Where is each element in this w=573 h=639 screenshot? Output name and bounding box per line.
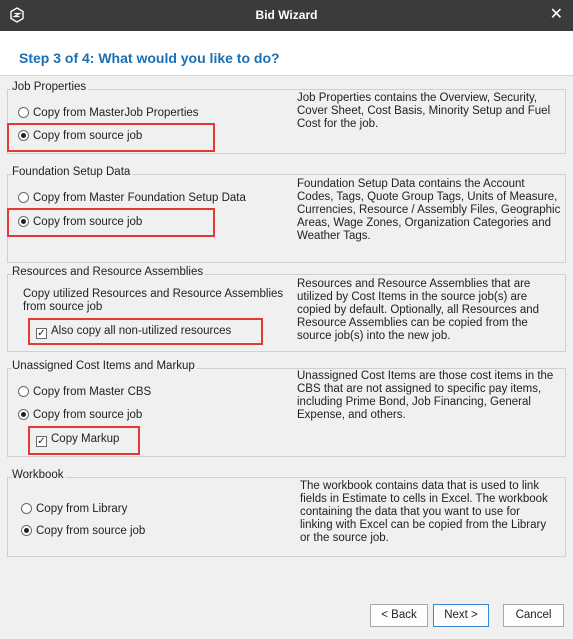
checkbox-checked-icon: ✓: [37, 328, 46, 339]
radio-label: Copy from source job: [33, 216, 143, 228]
next-button[interactable]: Next >: [433, 604, 489, 627]
unassigned-description: Unassigned Cost Items are those cost items in the CBS that are not assigned to specific pay items, including Prime Bond, Job Financing, General Expense, and others.: [297, 370, 554, 421]
unassigned-source-radio[interactable]: [18, 409, 142, 421]
close-icon[interactable]: ✕: [549, 6, 563, 23]
group-legend: Foundation Setup Data: [12, 166, 131, 178]
radio-label: Copy from MasterJob Properties: [33, 107, 199, 119]
group-legend: Resources and Resource Assemblies: [12, 266, 204, 278]
job-properties-description: Job Properties contains the Overview, Security, Cover Sheet, Cost Basis, Minority Setup and Fuel Cost for the job.: [297, 92, 551, 130]
unassigned-group: [7, 360, 566, 457]
radio-selected-icon: [21, 525, 32, 536]
radio-label: Copy from source job: [36, 525, 146, 537]
checkbox-label: Copy Markup: [51, 433, 120, 445]
resources-group: [7, 266, 566, 352]
cancel-button[interactable]: Cancel: [503, 604, 564, 627]
back-button[interactable]: < Back: [370, 604, 428, 627]
radio-label: Copy from Master CBS: [33, 386, 152, 398]
radio-icon: [18, 107, 29, 118]
job-properties-master-radio[interactable]: [18, 107, 199, 119]
radio-selected-icon: [18, 409, 29, 420]
wizard-header: [0, 31, 573, 76]
foundation-master-radio[interactable]: [18, 192, 246, 204]
job-properties-group: [7, 81, 566, 154]
workbook-source-radio[interactable]: [21, 525, 145, 537]
unassigned-master-radio[interactable]: [18, 386, 151, 398]
foundation-setup-group: [7, 166, 566, 263]
radio-label: Copy from Library: [36, 503, 128, 515]
checkbox-label: Also copy all non-utilized resources: [51, 325, 232, 337]
highlight-box: [7, 208, 215, 237]
radio-label: Copy from source job: [33, 130, 143, 142]
group-legend: Job Properties: [12, 81, 87, 93]
workbook-library-radio[interactable]: [21, 503, 127, 515]
step-heading: Step 3 of 4: What would you like to do?: [19, 50, 280, 66]
radio-label: Copy from source job: [33, 409, 143, 421]
resources-info-text: Copy utilized Resources and Resource Assemblies from source job: [23, 288, 284, 313]
highlight-box: [28, 426, 140, 455]
radio-icon: [18, 386, 29, 397]
highlight-box: [28, 318, 263, 345]
radio-icon: [21, 503, 32, 514]
radio-label: Copy from Master Foundation Setup Data: [33, 192, 246, 204]
group-legend: Workbook: [12, 469, 64, 481]
group-legend: Unassigned Cost Items and Markup: [12, 360, 195, 372]
radio-icon: [18, 192, 29, 203]
checkbox-checked-icon: ✓: [37, 436, 46, 447]
workbook-description: The workbook contains data that is used to link fields in Estimate to cells in Excel. The workbook containing the data that you want to use for linking with Excel can be copied from the Library or the source job.: [300, 480, 548, 544]
highlight-box: [7, 123, 215, 152]
title-bar: [0, 0, 573, 31]
workbook-group: [7, 469, 566, 557]
resources-description: Resources and Resource Assemblies that are utilized by Cost Items in the source job(s) are copied by default. Optionally, all Resources and Resource Assemblies can be copied from the source job(s) into the new job.: [297, 278, 540, 342]
window-title: Bid Wizard: [255, 8, 318, 22]
foundation-description: Foundation Setup Data contains the Account Codes, Tags, Quote Group Tags, Units of Measure, Currencies, Resource / Assembly Files, Geographic Areas, Wage Zones, Organization Categories and Weather Tags.: [297, 178, 561, 242]
